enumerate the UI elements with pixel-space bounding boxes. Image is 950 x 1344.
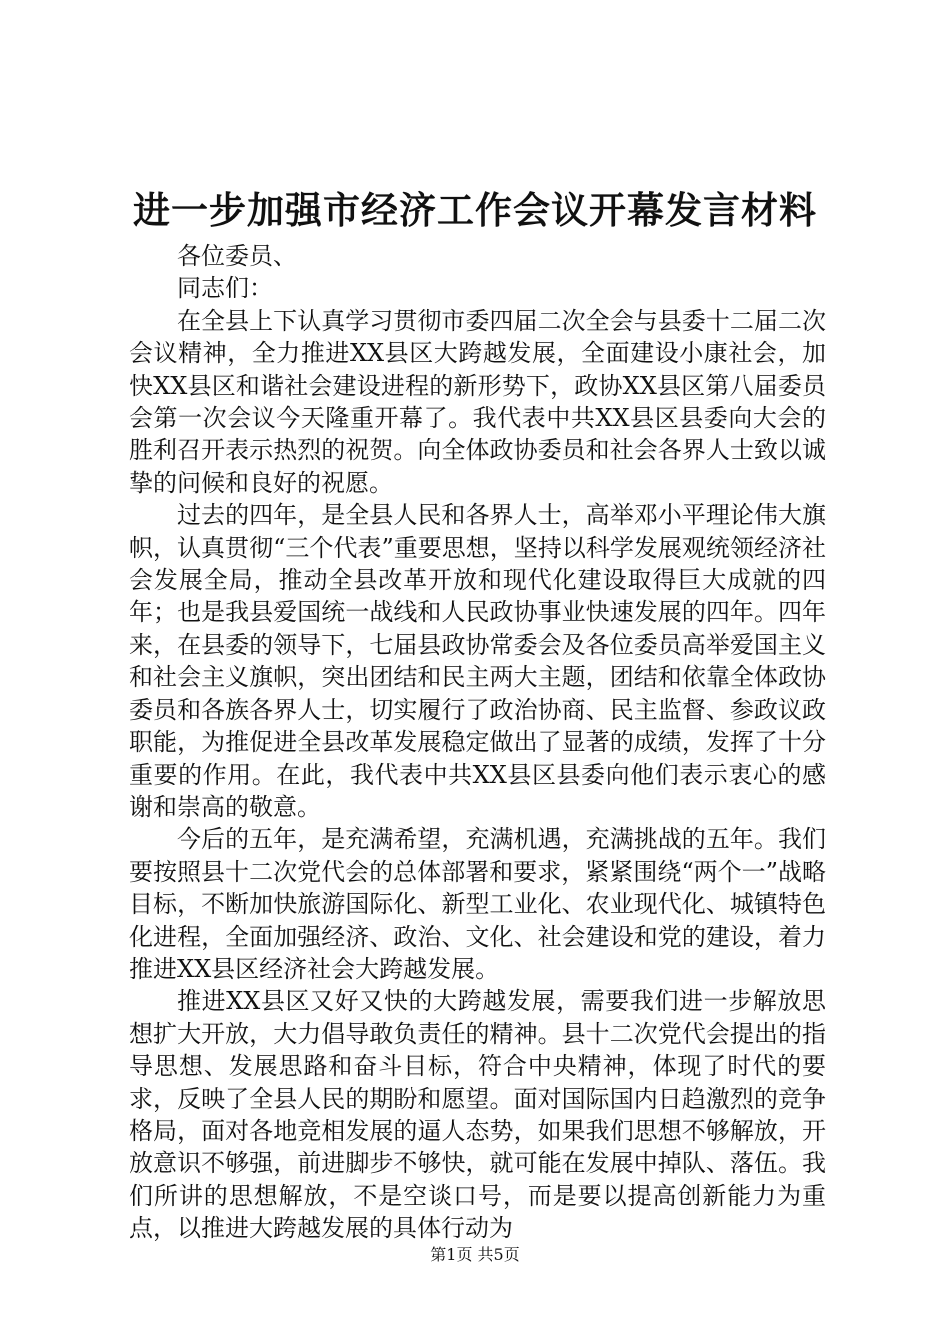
body-paragraph: 过去的四年，是全县人民和各界人士，高举邓小平理论伟大旗帜，认真贯彻“三个代表”重要思想，坚持以科学发展观统领经济社会发展全局，推动全县改革开放和现代化建设取得巨大成就的四年；也是我县爱国统一战线和人民政协事业快速发展的四年。四年来，在县委的领导下，七届县政协常委会及各位委员高举爱国主义和社会主义旗帜，突出团结和民主两大主题，团结和依靠全体政协委员和各族各界人士，切实履行了政治协商、民主监督、参政议政职能，为推促进全县改革发展稳定做出了显著的成绩，发挥了十分重要的作用。在此，我代表中共XX县区县委向他们表示衷心的感谢和崇高的敬意。: [129, 501, 826, 821]
body-paragraph: 今后的五年，是充满希望，充满机遇，充满挑战的五年。我们要按照县十二次党代会的总体部署和要求，紧紧围绕“两个一”战略目标，不断加快旅游国际化、新型工业化、农业现代化、城镇特色化进程，全面加强经济、政治、文化、社会建设和党的建设，着力推进XX县区经济社会大跨越发展。: [129, 825, 826, 983]
body-paragraph: 在全县上下认真学习贯彻市委四届二次全会与县委十二届二次会议精神，全力推进XX县区大跨越发展，全面建设小康社会，加快XX县区和谐社会建设进程的新形势下，政协XX县区第八届委员会第一次会议今天隆重开幕了。我代表中共XX县区县委向大会的胜利召开表示热烈的祝贺。向全体政协委员和社会各界人士致以诚挚的问候和良好的祝愿。: [129, 306, 826, 497]
document-title: 进一步加强市经济工作会议开幕发言材料: [133, 188, 817, 232]
salutation-line: 同志们：: [177, 274, 273, 303]
salutation-line: 各位委员、: [177, 242, 297, 270]
page-number-footer: 第1页 共5页: [430, 1245, 520, 1264]
body-paragraph: 推进XX县区又好又快的大跨越发展，需要我们进一步解放思想扩大开放，大力倡导敢负责任的精神。县十二次党代会提出的指导思想、发展思路和奋斗目标，符合中央精神，体现了时代的要求，反映了全县人民的期盼和愿望。面对国际国内日趋激烈的竞争格局，面对各地竞相发展的逼人态势，如果我们思想不够解放，开放意识不够强，前进脚步不够快，就可能在发展中掉队、落伍。我们所讲的思想解放，不是空谈口号，而是要以提高创新能力为重点，以推进大跨越发展的具体行动为: [129, 987, 826, 1243]
document-body: [129, 240, 826, 1245]
